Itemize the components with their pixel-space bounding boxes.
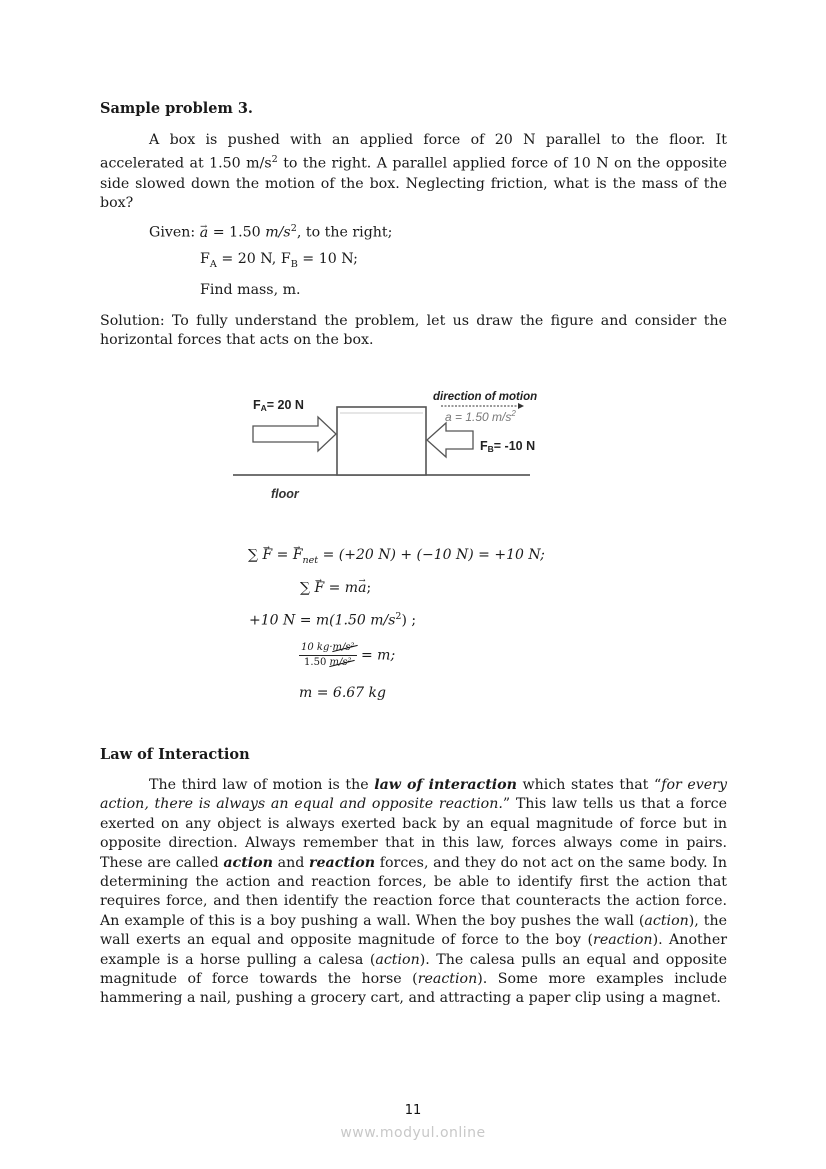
text-run: ), the wall exerts an equal and opposite magnitude of force to the boy ( <box>100 912 727 949</box>
fb-subscript: B <box>290 258 298 270</box>
sum-symbol: ∑ <box>300 580 310 596</box>
net-subscript: net <box>302 554 319 566</box>
mass-fraction <box>299 642 357 669</box>
semicolon: ; <box>366 580 372 596</box>
fraction-rhs: = m; <box>356 647 396 664</box>
cancelled-unit-denominator: m/s² <box>329 657 352 668</box>
equation-substitution <box>249 611 416 629</box>
law-of-interaction-paragraph <box>100 776 727 1009</box>
equation-newton-second <box>300 580 371 596</box>
fa-subscript: A <box>209 258 217 270</box>
sample-problem-heading: Sample problem 3. <box>100 100 253 117</box>
fraction-numerator <box>299 642 357 656</box>
accel-unit: m/s <box>265 224 291 241</box>
law-quote: for every action, there is always an equal and opposite reaction. <box>100 777 727 813</box>
text-run: ). The calesa pulls an equal and opposite magnitude of force towards the horse ( <box>100 951 727 988</box>
text-run: The third law of motion is the <box>149 777 375 793</box>
text-run: ). Another example is a horse pulling a calesa ( <box>100 932 727 968</box>
equation-net-force <box>248 547 545 566</box>
italic-term: reaction <box>593 932 653 949</box>
direction-of-motion-label: direction of motion <box>433 391 538 403</box>
italic-term: action <box>644 912 689 929</box>
fb-diagram-label: FB= -10 N <box>480 439 536 454</box>
law-of-interaction-heading: Law of Interaction <box>100 746 250 763</box>
fa-diagram-label: FA= 20 N <box>253 398 304 413</box>
cancelled-unit-numerator: m/s² <box>332 642 355 653</box>
fb-symbol: F <box>280 251 291 267</box>
text-run: which states that “ <box>516 777 662 793</box>
problem-exponent: 2 <box>271 154 278 166</box>
given-find: Find mass, m. <box>200 282 301 298</box>
text-run: forces, and they do not act on the same body. In determining the action and reaction forces, be able to identify first the action that requires force, and then identify the reaction force that counteracts the action force. An example of this is a boy pushing a wall. When the boy pushes the wall ( <box>100 854 728 929</box>
italic-term: action <box>375 951 420 968</box>
text-run: and <box>272 854 309 871</box>
floor-label: floor <box>271 487 299 501</box>
numerator-value: 10 kg· <box>301 642 333 653</box>
solution-text: Solution: To fully understand the problem, let us draw the figure and consider the horizontal forces that acts on the box. <box>100 313 727 349</box>
equation-result <box>299 685 386 701</box>
reaction-term: reaction <box>309 854 376 871</box>
mass-result: m = 6.67 kg <box>299 685 386 701</box>
substitution-end: ) ; <box>401 612 417 629</box>
force-vector: → F <box>314 580 324 596</box>
accel-unit-exponent: 2 <box>290 223 297 234</box>
action-term: action <box>223 854 273 871</box>
page-number: 11 <box>404 1103 422 1118</box>
equation-fraction <box>299 642 395 669</box>
denominator-value: 1.50 <box>304 657 330 668</box>
accel-value: = 1.50 <box>208 224 266 241</box>
box <box>337 407 426 475</box>
fa-value: = 20 N, <box>216 251 281 267</box>
text-run: ). Some more examples include hammering a nail, pushing a grocery cart, and attracting a paper clip using a magnet. <box>100 971 727 1007</box>
given-label: Given: <box>149 224 200 241</box>
force-vector: → F <box>262 547 272 563</box>
problem-text-1: A box is pushed with an applied force of 20 N parallel to the floor. It accelerated at 1.50 m/s <box>100 132 727 173</box>
net-force-vector: → F <box>293 547 303 563</box>
law-term: law of interaction <box>374 777 517 793</box>
sum-symbol: ∑ <box>248 547 258 563</box>
fraction-denominator <box>299 656 357 669</box>
motion-direction-arrowhead <box>518 403 524 409</box>
force-b-arrow <box>427 423 473 457</box>
watermark: www.modyul.online <box>340 1125 486 1141</box>
italic-term: reaction <box>417 971 478 988</box>
force-diagram <box>0 0 826 520</box>
text-run: ” This law tells us that a force exerted on any object is always exerted back by an equal magnitude of force but in opposite direction. Always remember that in this law, forces always come in pairs. These are called <box>100 796 727 871</box>
fb-value: = 10 N; <box>297 251 358 267</box>
force-a-arrow <box>253 417 336 451</box>
accel-direction: , to the right; <box>296 224 393 241</box>
problem-text-2: to the right. A parallel applied force of 10 N on the opposite side slowed down the motion of the box. Neglecting friction, what is the mass of the box? <box>100 156 727 211</box>
net-force-sum: = (+20 N) + (−10 N) = +10 N; <box>318 547 545 563</box>
substitution-left: +10 N = m(1.50 m/s <box>249 612 396 629</box>
equals-m: = m <box>324 580 359 596</box>
accel-vector-symbol: → a <box>200 224 208 243</box>
equals: = <box>272 547 293 563</box>
fa-symbol: F <box>200 251 210 267</box>
accel-vector: → a <box>358 580 366 596</box>
accel-diagram-label: a = 1.50 $m/s^2$ <box>445 409 516 424</box>
substitution-exponent: 2 <box>395 611 402 622</box>
